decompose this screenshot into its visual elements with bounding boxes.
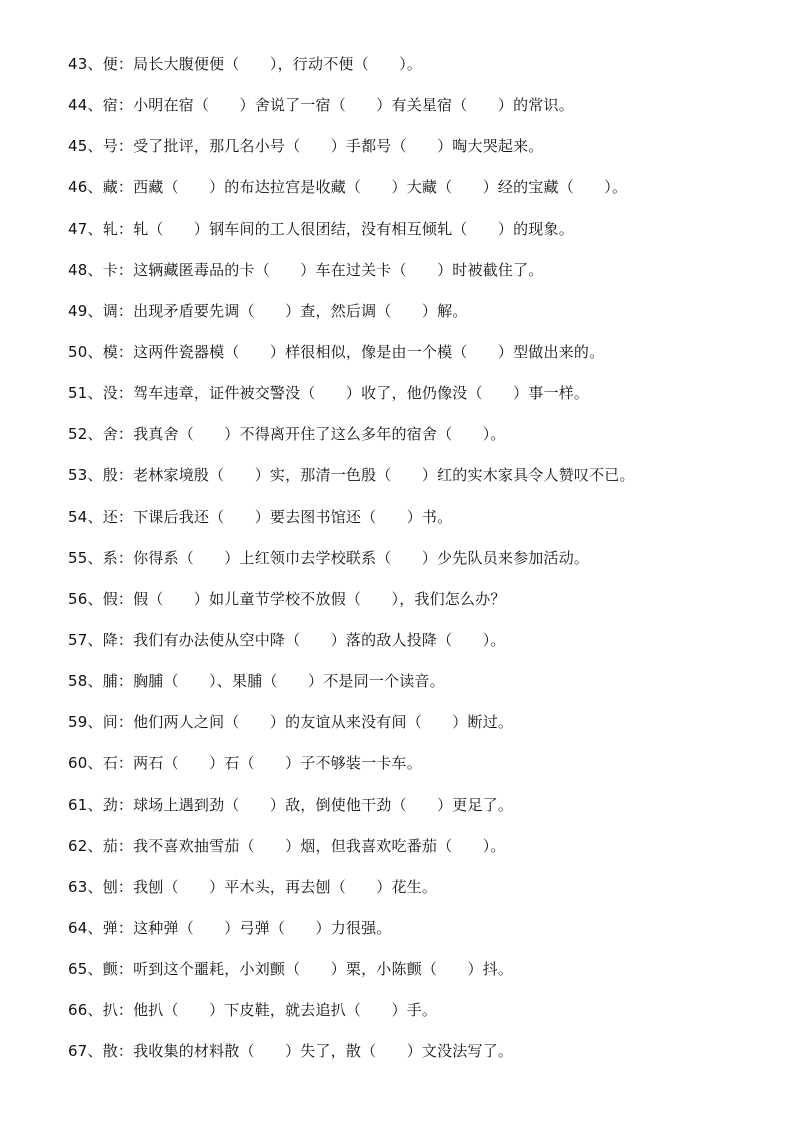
item-sentence: 局长大腹便便（ ），行动不便（ ）。 [133, 55, 423, 73]
item-separator: ： [117, 672, 134, 691]
item-number: 58、 [68, 672, 103, 691]
item-character: 号 [102, 137, 118, 156]
item-sentence: 驾车违章，证件被交警没（ ）收了，他仍像没（ ）事一样。 [133, 384, 590, 403]
item-separator: ： [117, 1001, 134, 1020]
item-character: 没 [102, 384, 118, 403]
item-number: 52、 [68, 425, 103, 444]
item-separator: ： [117, 836, 134, 855]
item-character: 宿 [102, 96, 118, 115]
item-separator: ： [117, 384, 134, 403]
exercise-item [68, 916, 635, 957]
item-number: 54、 [68, 507, 103, 526]
exercise-item [68, 998, 635, 1039]
item-sentence: 小明在宿（ ）舍说了一宿（ ）有关星宿（ ）的常识。 [133, 96, 574, 115]
item-number: 56、 [68, 589, 103, 608]
item-sentence: 我们有办法使从空中降（ ）落的敌人投降（ ）。 [133, 630, 506, 649]
item-sentence: 我真舍（ ）不得离开住了这么多年的宿舍（ ）。 [133, 425, 506, 444]
item-character: 降 [102, 630, 118, 649]
exercise-item [68, 93, 635, 134]
item-separator: ： [117, 137, 134, 156]
item-sentence: 胸脯（ ）、果脯（ ）不是同一个读音。 [133, 672, 445, 691]
item-number: 47、 [68, 219, 103, 238]
item-sentence: 你得系（ ）上红领巾去学校联系（ ）少先队员来参加活动。 [133, 548, 590, 567]
item-character: 茄 [102, 836, 118, 855]
exercise-item [68, 299, 635, 340]
item-character: 调 [102, 301, 118, 320]
item-separator: ： [117, 507, 134, 526]
exercise-item [68, 669, 635, 710]
item-character: 模 [102, 342, 118, 361]
item-separator: ： [117, 630, 134, 649]
exercise-item [68, 217, 635, 258]
item-number: 46、 [68, 178, 103, 197]
item-number: 44、 [68, 96, 103, 115]
item-character: 轧 [102, 219, 118, 238]
item-character: 散 [102, 1042, 118, 1061]
exercise-item [68, 134, 635, 175]
exercise-item [68, 628, 635, 669]
item-character: 舍 [102, 425, 118, 444]
item-separator: ： [117, 425, 134, 444]
item-number: 57、 [68, 630, 103, 649]
item-number: 67、 [68, 1042, 103, 1061]
item-separator: ： [117, 713, 134, 732]
exercise-item [68, 258, 635, 299]
exercise-item [68, 175, 635, 216]
item-number: 48、 [68, 260, 103, 279]
item-sentence: 这种弹（ ）弓弹（ ）力很强。 [133, 918, 392, 937]
item-number: 60、 [68, 754, 103, 773]
exercise-item [68, 957, 635, 998]
item-separator: ： [117, 178, 134, 197]
item-separator: ： [117, 918, 134, 937]
item-sentence: 我收集的材料散（ ）失了，散（ ）文没法写了。 [133, 1042, 514, 1061]
item-character: 还 [102, 507, 118, 526]
item-character: 假 [102, 589, 118, 608]
exercise-item [68, 463, 635, 504]
item-separator: ： [117, 219, 134, 238]
item-separator: ： [117, 960, 134, 979]
item-separator: ： [117, 1042, 134, 1061]
exercise-item [68, 340, 635, 381]
exercise-item [68, 834, 635, 875]
item-separator: ： [117, 877, 134, 896]
item-sentence: 受了批评，那几名小号（ ）手都号（ ）啕大哭起来。 [133, 137, 544, 156]
item-sentence: 老林家境殷（ ）实，那清一色殷（ ）红的实木家具令人赞叹不已。 [133, 466, 635, 485]
item-character: 系 [102, 548, 118, 567]
exercise-list [68, 52, 635, 1081]
item-sentence: 两石（ ）石（ ）子不够装一卡车。 [133, 754, 422, 773]
item-separator: ： [117, 754, 134, 773]
exercise-item [68, 710, 635, 751]
item-sentence: 他扒（ ）下皮鞋，就去追扒（ ）手。 [133, 1001, 438, 1020]
exercise-item [68, 793, 635, 834]
item-number: 62、 [68, 836, 103, 855]
item-sentence: 我刨（ ）平木头，再去刨（ ）花生。 [133, 877, 438, 896]
item-number: 51、 [68, 384, 103, 403]
item-separator: ： [117, 548, 134, 567]
item-sentence: 我不喜欢抽雪茄（ ）烟，但我喜欢吃番茄（ ）。 [133, 836, 506, 855]
item-number: 49、 [68, 301, 103, 320]
item-character: 殷 [102, 466, 118, 485]
item-sentence: 这辆藏匿毒品的卡（ ）车在过关卡（ ）时被截住了。 [133, 260, 544, 279]
item-character: 颤 [102, 960, 118, 979]
item-character: 弹 [102, 918, 118, 937]
item-sentence: 下课后我还（ ）要去图书馆还（ ）书。 [133, 507, 453, 526]
item-character: 脯 [102, 672, 118, 691]
item-sentence: 出现矛盾要先调（ ）查，然后调（ ）解。 [133, 301, 468, 320]
item-character: 卡 [102, 260, 118, 279]
exercise-item [68, 751, 635, 792]
item-number: 66、 [68, 1001, 103, 1020]
exercise-item [68, 422, 635, 463]
item-character: 劲 [102, 795, 118, 814]
item-separator: ： [117, 342, 134, 361]
item-character: 间 [102, 713, 118, 732]
item-number: 61、 [68, 795, 103, 814]
item-number: 50、 [68, 342, 103, 361]
item-sentence: 球场上遇到劲（ ）敌，倒使他干劲（ ）更足了。 [133, 795, 514, 814]
exercise-item [68, 505, 635, 546]
item-number: 45、 [68, 137, 103, 156]
item-number: 64、 [68, 918, 103, 937]
item-separator: ： [117, 589, 134, 608]
exercise-item [68, 381, 635, 422]
item-separator: ： [117, 260, 134, 279]
item-number: 59、 [68, 713, 103, 732]
item-sentence: 这两件瓷器模（ ）样很相似，像是由一个模（ ）型做出来的。 [133, 342, 605, 361]
item-number: 43、 [68, 55, 103, 73]
item-sentence: 听到这个噩耗，小刘颤（ ）栗，小陈颤（ ）抖。 [133, 960, 514, 979]
item-number: 53、 [68, 466, 103, 485]
item-character: 扒 [102, 1001, 118, 1020]
exercise-item [68, 587, 635, 628]
item-separator: ： [117, 96, 134, 115]
item-separator: ： [117, 55, 134, 73]
exercise-item [68, 546, 635, 587]
item-sentence: 假（ ）如儿童节学校不放假（ ），我们怎么办？ [133, 589, 506, 608]
exercise-item [68, 52, 635, 93]
exercise-item [68, 1039, 635, 1080]
item-character: 刨 [102, 877, 118, 896]
item-sentence: 他们两人之间（ ）的友谊从来没有间（ ）断过。 [133, 713, 514, 732]
item-sentence: 西藏（ ）的布达拉宫是收藏（ ）大藏（ ）经的宝藏（ ）。 [133, 178, 628, 197]
item-character: 藏 [102, 178, 118, 197]
item-number: 55、 [68, 548, 103, 567]
item-separator: ： [117, 795, 134, 814]
item-separator: ： [117, 301, 134, 320]
exercise-item [68, 875, 635, 916]
item-character: 石 [102, 754, 118, 773]
item-sentence: 轧（ ）钢车间的工人很团结，没有相互倾轧（ ）的现象。 [133, 219, 574, 238]
item-separator: ： [117, 466, 134, 485]
item-character: 便 [102, 55, 118, 73]
item-number: 65、 [68, 960, 103, 979]
item-number: 63、 [68, 877, 103, 896]
